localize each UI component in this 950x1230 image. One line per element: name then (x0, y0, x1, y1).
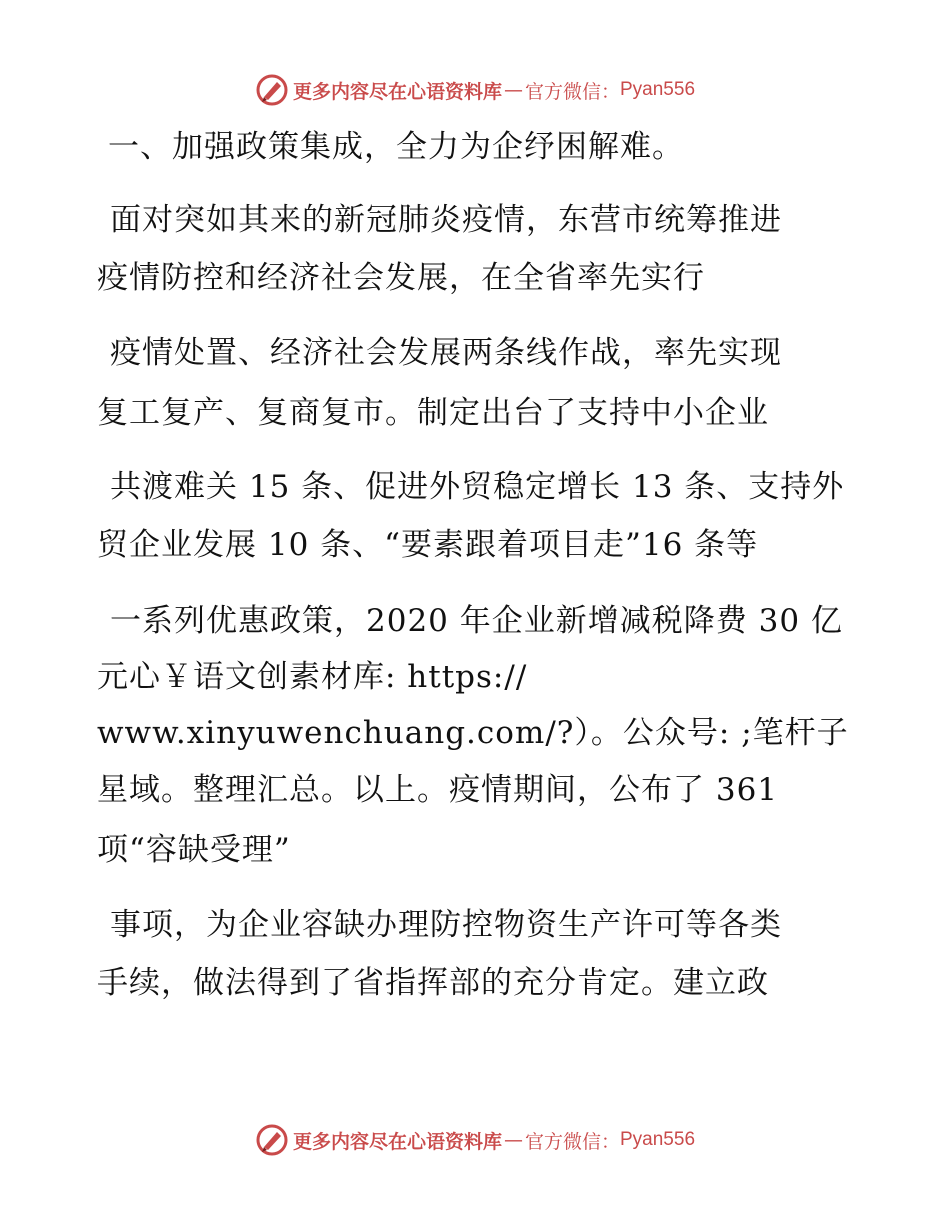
banner-wechat-id: Pyan556 (620, 1129, 696, 1150)
footer-banner (0, 1120, 950, 1160)
paragraph-line: 疫情处置、经济社会发展两条线作战，率先实现 (110, 335, 782, 371)
header-banner (0, 70, 950, 110)
banner-wechat-label: 官方微信： (524, 80, 620, 103)
pen-logo-icon (255, 73, 289, 107)
banner-dash: — (503, 79, 523, 101)
paragraph-line: 贸企业发展 10 条、“要素跟着项目走”16 条等 (97, 527, 759, 563)
paragraph-line: 元心￥语文创素材库: https:// (97, 659, 528, 695)
paragraph-line: 疫情防控和经济社会发展，在全省率先实行 (97, 260, 705, 296)
pen-logo-icon (255, 1123, 289, 1157)
banner-dash: — (503, 1129, 523, 1151)
paragraph-line: 事项，为企业容缺办理防控物资生产许可等各类 (110, 907, 782, 943)
banner-main-text: 更多内容尽在心语资料库 (292, 80, 502, 103)
paragraph-line: 面对突如其来的新冠肺炎疫情，东营市统筹推进 (110, 202, 782, 238)
paragraph-line: 共渡难关 15 条、促进外贸稳定增长 13 条、支持外 (110, 469, 845, 505)
paragraph-line: 星域。整理汇总。以上。疫情期间，公布了 361 (97, 772, 779, 808)
banner-wechat-id: Pyan556 (620, 79, 696, 100)
heading-line: 一、加强政策集成，全力为企纾困解难。 (108, 129, 684, 165)
paragraph-line: www.xinyuwenchuang.com/?）。公众号: ;笔杆子 (97, 715, 849, 751)
paragraph-line: 项“容缺受理” (97, 832, 291, 868)
paragraph-line: 复工复产、复商复市。制定出台了支持中小企业 (97, 395, 769, 431)
paragraph-line: 手续，做法得到了省指挥部的充分肯定。建立政 (97, 965, 769, 1001)
banner-main-text: 更多内容尽在心语资料库 (292, 1130, 502, 1153)
banner-wechat-label: 官方微信： (524, 1130, 620, 1153)
paragraph-line: 一系列优惠政策，2020 年企业新增减税降费 30 亿 (110, 603, 843, 639)
